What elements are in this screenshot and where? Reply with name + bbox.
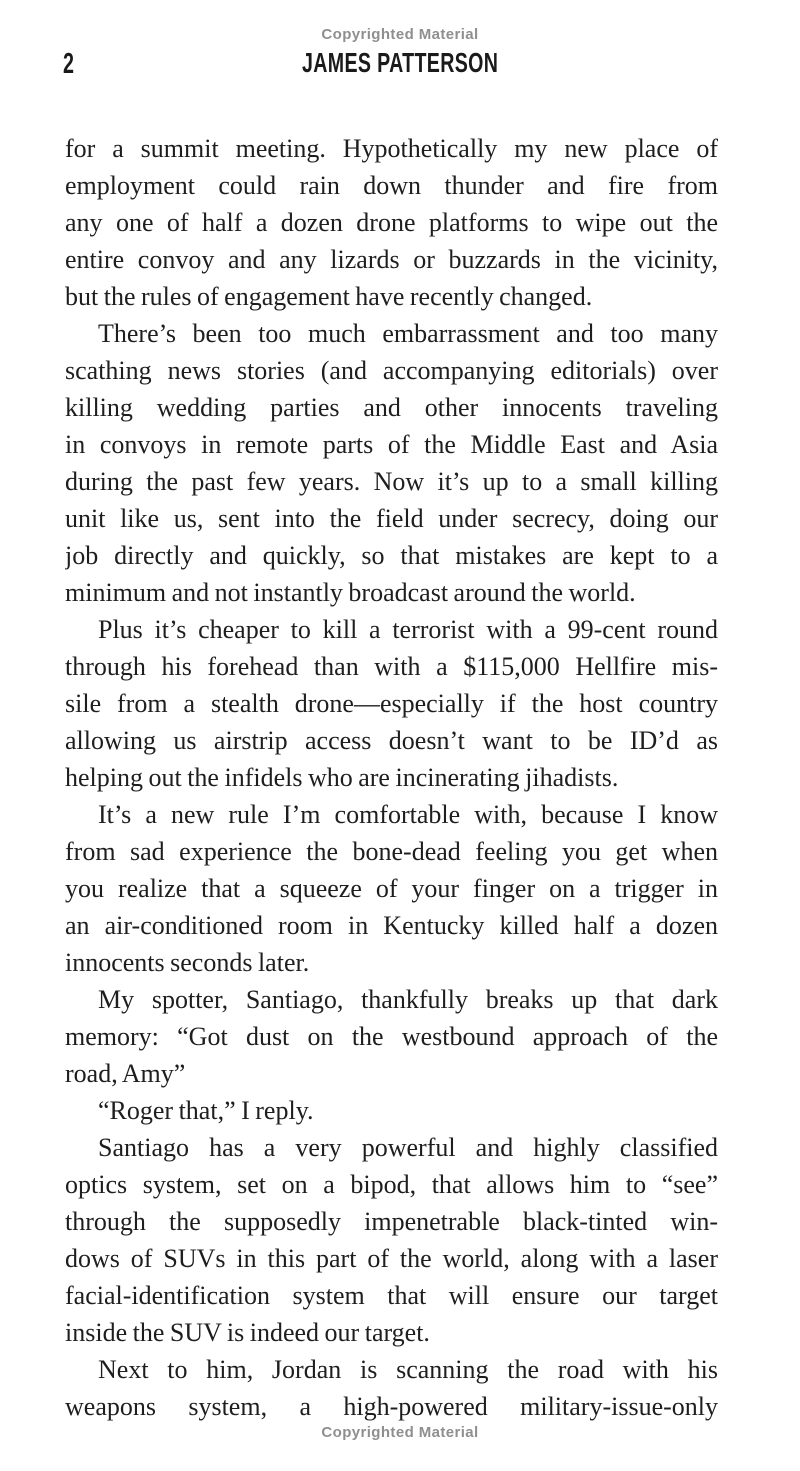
- body-line: during the past few years. Now it’s up to a small killing: [65, 467, 718, 496]
- body-line: Santiago has a very powerful and highly classified: [98, 1133, 718, 1162]
- body-line: killing wedding parties and other innocents traveling: [65, 393, 718, 422]
- body-line: allowing us airstrip access doesn’t want to be ID’d as: [65, 726, 718, 755]
- body-line: through his forehead than with a $115,000 Hellfire mis-: [65, 652, 718, 681]
- body-line: through the supposedly impenetrable black-tinted win-: [65, 1207, 718, 1236]
- body-line: minimum and not instantly broadcast around the world.: [65, 578, 636, 607]
- body-line: It’s a new rule I’m comfortable with, because I know: [98, 800, 718, 829]
- body-line: employment could rain down thunder and fire from: [65, 171, 718, 200]
- running-header: [0, 47, 800, 79]
- body-line: weapons system, a high-powered military-issue-only: [65, 1392, 718, 1421]
- body-line: optics system, set on a bipod, that allows him to “see”: [65, 1170, 718, 1199]
- body-line: for a summit meeting. Hypothetically my new place of: [65, 134, 718, 163]
- page-body: [65, 130, 718, 1425]
- copyright-notice-top: Copyrighted Material: [321, 26, 479, 43]
- body-line: memory: “Got dust on the westbound approach of the: [65, 1022, 718, 1051]
- body-line: unit like us, sent into the field under secrecy, doing our: [65, 504, 718, 533]
- body-line: any one of half a dozen drone platforms to wipe out the: [65, 208, 718, 237]
- body-line: scathing news stories (and accompanying editorials) over: [65, 356, 718, 385]
- body-line: facial-identification system that will ensure our target: [65, 1281, 718, 1310]
- body-line: job directly and quickly, so that mistakes are kept to a: [65, 541, 718, 570]
- body-line: inside the SUV is indeed our target.: [65, 1318, 430, 1347]
- body-line: road, Amy”: [65, 1059, 186, 1088]
- body-line: sile from a stealth drone—especially if the host country: [65, 689, 718, 718]
- body-line: entire convoy and any lizards or buzzards in the vicinity,: [65, 245, 718, 274]
- body-line: you realize that a squeeze of your finger on a trigger in: [65, 874, 718, 903]
- body-line: an air-conditioned room in Kentucky killed half a dozen: [65, 911, 718, 940]
- body-line: Next to him, Jordan is scanning the road with his: [98, 1355, 718, 1384]
- body-line: in convoys in remote parts of the Middle East and Asia: [65, 430, 718, 459]
- body-line: There’s been too much embarrassment and too many: [98, 319, 718, 348]
- author-name: JAMES PATTERSON: [301, 47, 499, 78]
- body-line: My spotter, Santiago, thankfully breaks up that dark: [98, 985, 718, 1014]
- body-line: Plus it’s cheaper to kill a terrorist with a 99-cent round: [98, 615, 718, 644]
- copyright-notice-bottom: Copyrighted Material: [321, 1424, 479, 1441]
- body-line: from sad experience the bone-dead feeling you get when: [65, 837, 718, 866]
- body-line: helping out the infidels who are incinerating jihadists.: [65, 763, 619, 792]
- body-line: but the rules of engagement have recently changed.: [65, 282, 593, 311]
- body-line: dows of SUVs in this part of the world, along with a laser: [65, 1244, 718, 1273]
- page-number: 2: [63, 48, 74, 80]
- body-line: innocents seconds later.: [65, 948, 310, 977]
- body-line: “Roger that,” I reply.: [98, 1096, 314, 1125]
